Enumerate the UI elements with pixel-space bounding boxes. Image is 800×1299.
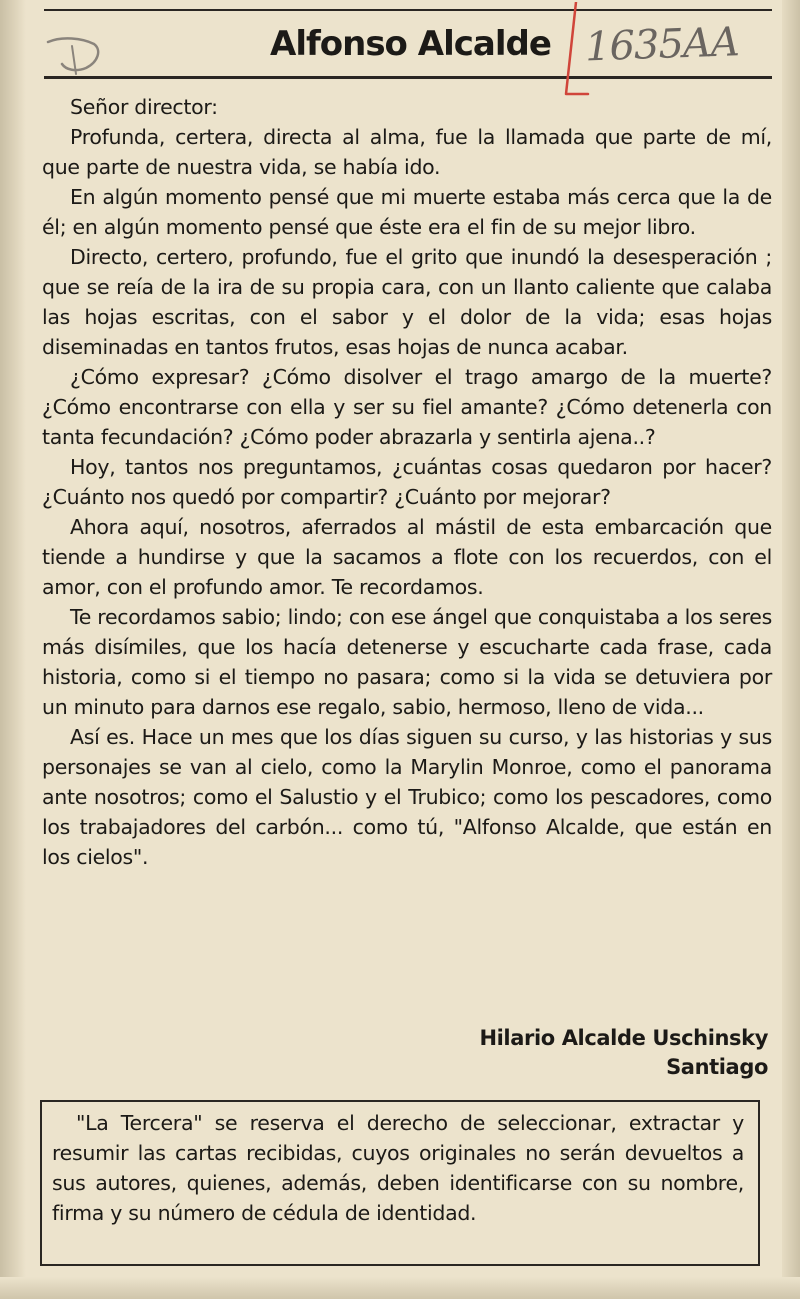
paragraph: Así es. Hace un mes que los días siguen su curso, y las historias y sus personajes se van al cielo, como la Marylin Monroe, como el panorama ante nosotros; como el Salustio y el Trubico; como los pescadores, como los trabajadores del carbón... como tú, "Alfonso Alcalde, que están en los cielos". <box>42 725 772 869</box>
signature-city: Santiago <box>666 1055 768 1079</box>
top-rule <box>44 9 772 11</box>
paragraph: Hoy, tantos nos preguntamos, ¿cuántas cosas quedaron por hacer? ¿Cuánto nos quedó por compartir? ¿Cuánto por mejorar? <box>42 455 772 509</box>
headline-rule <box>44 76 772 79</box>
paragraph: En algún momento pensé que mi muerte estaba más cerca que la de él; en algún momento pensé que éste era el fin de su mejor libro. <box>42 185 772 239</box>
paragraph: Ahora aquí, nosotros, aferrados al mástil de esta embarcación que tiende a hundirse y que la sacamos a flote con los recuerdos, con el amor, con el profundo amor. Te recordamos. <box>42 515 772 599</box>
letter-headline: Alfonso Alcalde <box>270 24 551 64</box>
pencil-scribble-mark <box>42 28 112 84</box>
salutation: Señor director: <box>70 95 218 119</box>
paragraph: Profunda, certera, directa al alma, fue la llamada que parte de mí, que parte de nuestra vida, se había ido. <box>42 125 772 179</box>
paragraph: Te recordamos sabio; lindo; con ese ángel que conquistaba a los seres más disímiles, que los hacía detenerse y escucharte cada frase, cada historia, como si el tiempo no pasara; como si la vida se detuviera por un minuto para darnos ese regalo, sabio, hermoso, lleno de vida... <box>42 605 772 719</box>
paragraph: ¿Cómo expresar? ¿Cómo disolver el trago amargo de la muerte? ¿Cómo encontrarse con ella y ser su fiel amante? ¿Cómo detenerla con tanta fecundación? ¿Cómo poder abrazarla y sentirla ajena..? <box>42 365 772 449</box>
handwritten-archive-code: 1635AA <box>584 19 740 71</box>
signature-name: Hilario Alcalde Uschinsky <box>479 1026 768 1050</box>
letter-signature <box>479 1024 768 1082</box>
paper-right-edge <box>782 0 800 1299</box>
paper-bottom-edge <box>0 1277 800 1299</box>
letter-body <box>42 92 772 872</box>
paper-left-edge <box>0 0 26 1299</box>
disclaimer-text: "La Tercera" se reserva el derecho de seleccionar, extractar y resumir las cartas recibidas, cuyos originales no serán devueltos a sus autores, quienes, además, deben identificarse con su nombre, firma y su número de cédula de identidad. <box>52 1111 744 1225</box>
paragraph: Directo, certero, profundo, fue el grito que inundó la desesperación ; que se reía de la ira de su propia cara, con un llanto caliente que calaba las hojas escritas, con el sabor y el dolor de la vida; esas hojas diseminadas en tantos frutos, esas hojas de nunca acabar. <box>42 245 772 359</box>
editorial-disclaimer-box <box>40 1100 760 1266</box>
